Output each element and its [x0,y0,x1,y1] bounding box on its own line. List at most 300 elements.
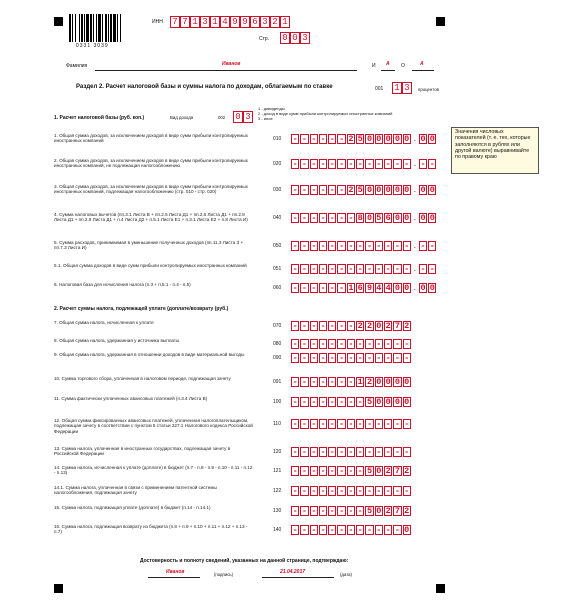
digit-cell[interactable]: - [376,486,382,496]
digit-cell[interactable]: - [357,241,363,251]
digit-cell[interactable]: - [394,339,400,349]
digit-cell[interactable]: - [376,264,382,274]
digit-cell[interactable]: - [329,321,335,331]
digit-cell[interactable]: - [348,264,354,274]
digit-cell[interactable]: - [292,134,298,144]
digit-cell[interactable]: - [311,339,317,349]
digit-cell[interactable]: - [292,185,298,195]
initial-o-value: А [420,61,424,67]
amount-cells [291,134,436,144]
digit-cell[interactable]: - [292,159,298,169]
digit-cell[interactable]: - [385,525,391,535]
digit-cell[interactable]: - [301,353,307,363]
digit-cell[interactable]: - [385,159,391,169]
digit-cell[interactable]: - [301,185,307,195]
digit-cell[interactable]: - [394,159,400,169]
digit-cell[interactable]: - [348,397,354,407]
digit-cell[interactable]: - [301,241,307,251]
digit-cell[interactable]: 0 [366,185,373,195]
digit-cell[interactable]: 0 [394,283,400,293]
digit-cell[interactable]: 3 [402,82,412,94]
digit-cell[interactable]: 0 [366,213,373,223]
digit-cell[interactable]: - [394,525,400,535]
digit-cell[interactable]: - [376,339,382,349]
digit-cell[interactable]: - [311,213,317,223]
digit-cell[interactable]: 0 [404,525,410,535]
digit-cell[interactable]: - [357,159,363,169]
digit-cell[interactable]: - [301,397,307,407]
digit-cell[interactable]: - [329,525,335,535]
page-cells [280,32,310,44]
digit-cell[interactable]: - [320,213,326,223]
digit-cell[interactable]: - [404,419,410,429]
digit-cell[interactable]: - [339,339,345,349]
digit-cell[interactable]: - [301,377,307,387]
digit-cell[interactable]: - [339,466,345,476]
digit-cell[interactable]: - [339,486,345,496]
digit-cell[interactable]: - [366,419,373,429]
digit-cell[interactable]: - [292,506,298,516]
digit-cell[interactable]: - [292,353,298,363]
amount-cells [291,466,411,476]
digit-cell[interactable]: - [357,397,363,407]
digit-cell[interactable]: - [329,466,335,476]
digit-cell[interactable]: 1 [190,16,200,28]
digit-cell[interactable]: 2 [357,321,363,331]
digit-cell[interactable]: - [385,264,391,274]
digit-cell[interactable]: - [320,466,326,476]
digit-cell[interactable]: - [385,353,391,363]
amount-cells [291,213,436,223]
digit-cell[interactable]: - [301,321,307,331]
digit-cell[interactable]: 0 [366,134,373,144]
digit-cell[interactable]: - [320,159,326,169]
digit-cell[interactable]: 3 [260,16,270,28]
digit-cell[interactable]: - [366,486,373,496]
digit-cell[interactable]: 2 [404,321,410,331]
digit-cell[interactable]: - [311,397,317,407]
digit-cell[interactable]: 0 [385,134,391,144]
digit-cell[interactable]: 1 [357,377,363,387]
digit-cell[interactable]: - [366,525,373,535]
amount-cells [291,397,411,407]
digit-cell[interactable]: 0 [404,377,410,387]
digit-cell[interactable]: - [329,241,335,251]
digit-cell[interactable]: - [320,397,326,407]
signature-label: (подпись) [214,572,234,577]
digit-cell[interactable]: - [366,159,373,169]
barcode-bar [120,14,121,42]
digit-cell[interactable]: - [329,486,335,496]
digit-cell[interactable]: 8 [357,213,363,223]
digit-cell[interactable]: - [404,241,410,251]
digit-cell[interactable]: - [320,506,326,516]
digit-cell[interactable]: - [320,134,326,144]
digit-cell[interactable]: - [357,419,363,429]
digit-cell[interactable]: - [320,321,326,331]
row-label: 3. Общая сумма доходов, за исключением доходов в виде сумм прибыли контролируемых иностранных компаний, подлежащая налогообложению (стр. 010 - стр. 020) [54,184,248,195]
digit-cell[interactable]: - [404,264,410,274]
digit-cell[interactable]: 7 [180,16,190,28]
digit-cell[interactable]: - [301,264,307,274]
digit-cell[interactable]: - [301,213,307,223]
digit-cell[interactable]: 0 [420,283,426,293]
digit-cell[interactable]: - [339,159,345,169]
digit-cell[interactable]: - [348,159,354,169]
decimal-separator: . [413,213,416,222]
digit-cell[interactable]: 2 [385,466,391,476]
digit-cell[interactable]: 5 [366,466,373,476]
digit-cell[interactable]: - [357,486,363,496]
digit-cell[interactable]: - [339,264,345,274]
digit-cell[interactable]: - [311,185,317,195]
digit-cell[interactable]: 7 [170,16,180,28]
digit-cell[interactable]: - [329,134,335,144]
digit-cell[interactable]: 2 [404,506,410,516]
digit-cell[interactable]: - [301,419,307,429]
digit-cell[interactable]: - [376,419,382,429]
row-code: 060 [273,285,282,291]
digit-cell[interactable]: 2 [366,321,373,331]
digit-cell[interactable]: 0 [376,397,382,407]
digit-cell[interactable]: - [394,264,400,274]
digit-cell[interactable]: - [320,241,326,251]
digit-cell[interactable]: 0 [233,111,243,123]
digit-cell[interactable]: - [301,159,307,169]
digit-cell[interactable]: - [339,241,345,251]
digit-cell[interactable]: - [320,377,326,387]
digit-cell[interactable]: - [348,486,354,496]
digit-cell[interactable]: - [339,377,345,387]
digit-cell[interactable]: 0 [420,213,426,223]
digit-cell[interactable]: - [292,339,298,349]
row-label: 5. Сумма расходов, принимаемая в уменьшение полученных доходов (пп.11.3 Листа З + пп.7.3 Листа И) [54,240,244,251]
digit-cell[interactable]: - [320,525,326,535]
digit-cell[interactable]: 0 [404,283,410,293]
digit-cell[interactable]: 2 [270,16,280,28]
digit-cell[interactable]: - [329,377,335,387]
barcode-image [69,14,121,42]
digit-cell[interactable]: - [339,447,345,457]
digit-cell[interactable]: 5 [366,397,373,407]
digit-cell[interactable]: - [366,339,373,349]
decimal-separator: . [413,264,416,273]
digit-cell[interactable]: - [394,447,400,457]
digit-cell[interactable]: - [385,419,391,429]
digit-cell[interactable]: 5 [357,134,363,144]
digit-cell[interactable]: 9 [366,283,373,293]
digit-cell[interactable]: 0 [385,397,391,407]
digit-cell[interactable]: - [311,419,317,429]
digit-cell[interactable]: - [404,353,410,363]
digit-cell[interactable]: 0 [376,377,382,387]
digit-cell[interactable]: 4 [220,16,230,28]
digit-cell[interactable]: 7 [394,506,400,516]
digit-cell[interactable]: 0 [376,134,382,144]
digit-cell[interactable]: 0 [429,283,435,293]
digit-cell[interactable]: - [394,241,400,251]
digit-cell[interactable]: 0 [429,134,435,144]
digit-cell[interactable]: - [301,506,307,516]
digit-cell[interactable]: - [339,525,345,535]
digit-cell[interactable]: - [404,339,410,349]
digit-cell[interactable]: - [357,525,363,535]
digit-cell[interactable]: - [329,185,335,195]
initial-i-value: А [386,61,390,67]
digit-cell[interactable]: - [348,353,354,363]
digit-cell[interactable]: 1 [348,283,354,293]
digit-cell[interactable]: - [348,506,354,516]
digit-cell[interactable]: - [357,466,363,476]
digit-cell[interactable]: - [311,506,317,516]
inn-cells [170,16,290,28]
digit-cell[interactable]: - [357,339,363,349]
digit-cell[interactable]: - [366,241,373,251]
digit-cell[interactable]: - [348,525,354,535]
digit-cell[interactable]: 7 [394,466,400,476]
digit-cell[interactable]: - [301,466,307,476]
digit-cell[interactable]: 0 [280,32,290,44]
digit-cell[interactable]: 6 [250,16,260,28]
digit-cell[interactable]: - [339,506,345,516]
digit-cell[interactable]: - [301,134,307,144]
digit-cell[interactable]: - [292,486,298,496]
digit-cell[interactable]: - [420,264,426,274]
digit-cell[interactable]: - [348,339,354,349]
digit-cell[interactable]: 1 [210,16,220,28]
digit-cell[interactable]: - [329,397,335,407]
digit-cell[interactable]: 0 [394,185,400,195]
digit-cell[interactable]: - [339,353,345,363]
digit-cell[interactable]: - [320,419,326,429]
digit-cell[interactable]: - [320,486,326,496]
digit-cell[interactable]: - [394,353,400,363]
digit-cell[interactable]: 0 [394,134,400,144]
digit-cell[interactable]: - [320,353,326,363]
row-code: 080 [273,341,282,347]
digit-cell[interactable]: 2 [366,377,373,387]
digit-cell[interactable]: - [429,159,435,169]
digit-cell[interactable]: 0 [385,185,391,195]
row-label: 11. Сумма фактически уплаченных авансовых платежей (п.3.4 Листа В) [54,396,208,401]
digit-cell[interactable]: - [329,283,335,293]
digit-cell[interactable]: - [320,283,326,293]
digit-cell[interactable]: - [292,525,298,535]
digit-cell[interactable]: - [311,447,317,457]
row-code: 120 [273,449,282,455]
digit-cell[interactable]: - [348,241,354,251]
digit-cell[interactable]: - [301,486,307,496]
digit-cell[interactable]: - [376,159,382,169]
digit-cell[interactable]: - [292,213,298,223]
amount-cells [291,486,411,496]
digit-cell[interactable]: 4 [376,283,382,293]
income-type-option: 2 - доход в виде сумм прибыли контролируемых иностранных компаний [258,111,393,116]
digit-cell[interactable]: 0 [385,377,391,387]
digit-cell[interactable]: - [339,283,345,293]
row-code: 110 [273,421,281,427]
surname-value: Иванов [222,61,241,67]
digit-cell[interactable]: 0 [394,213,400,223]
digit-cell[interactable]: - [320,447,326,457]
digit-cell[interactable]: - [292,377,298,387]
digit-cell[interactable]: 0 [376,466,382,476]
digit-cell[interactable]: 6 [357,283,363,293]
digit-cell[interactable]: - [320,264,326,274]
digit-cell[interactable]: - [292,447,298,457]
digit-cell[interactable]: - [348,321,354,331]
digit-cell[interactable]: - [292,264,298,274]
digit-cell[interactable]: - [329,213,335,223]
digit-cell[interactable]: - [376,241,382,251]
digit-cell[interactable]: - [357,506,363,516]
digit-cell[interactable]: 0 [429,185,435,195]
digit-cell[interactable]: - [348,447,354,457]
digit-cell[interactable]: 2 [404,466,410,476]
digit-cell[interactable]: - [348,466,354,476]
digit-cell[interactable]: 3 [243,111,253,123]
digit-cell[interactable]: 3 [300,32,310,44]
digit-cell[interactable]: - [311,134,317,144]
digit-cell[interactable]: - [420,241,426,251]
digit-cell[interactable]: - [301,283,307,293]
digit-cell[interactable]: - [394,486,400,496]
digit-cell[interactable]: 0 [376,321,382,331]
digit-cell[interactable]: - [385,486,391,496]
digit-cell[interactable]: - [357,264,363,274]
digit-cell[interactable]: - [429,264,435,274]
digit-cell[interactable]: - [420,159,426,169]
digit-cell[interactable]: - [339,134,345,144]
rate-unit: процентов [418,87,439,92]
digit-cell[interactable]: 0 [429,213,435,223]
digit-cell[interactable]: 0 [420,185,426,195]
digit-cell[interactable]: 1 [280,16,290,28]
digit-cell[interactable]: - [329,264,335,274]
digit-cell[interactable]: 0 [404,134,410,144]
digit-cell[interactable]: 9 [230,16,240,28]
digit-cell[interactable]: - [348,213,354,223]
digit-cell[interactable]: 0 [290,32,300,44]
amount-cells [291,283,436,293]
digit-cell[interactable]: 2 [385,506,391,516]
digit-cell[interactable]: 4 [385,283,391,293]
digit-cell[interactable]: - [339,213,345,223]
row-label: 14. Сумма налога, исчисленная к уплате (доплате) в бюджет (п.7 - п.8 - п.9 - п.10 - п.11 - п.12 - п.13) [54,465,253,476]
digit-cell[interactable]: - [311,264,317,274]
digit-cell[interactable]: - [339,321,345,331]
digit-cell[interactable]: - [311,353,317,363]
digit-cell[interactable]: - [292,283,298,293]
amount-cells [291,377,411,387]
digit-cell[interactable]: - [376,353,382,363]
digit-cell[interactable]: 5 [366,506,373,516]
digit-cell[interactable]: 1 [392,82,402,94]
digit-cell[interactable]: - [385,447,391,457]
digit-cell[interactable]: - [348,377,354,387]
digit-cell[interactable]: - [311,466,317,476]
digit-cell[interactable]: - [329,447,335,457]
row-label: 2. Общая сумма доходов, за исключением доходов в виде сумм прибыли контролируемых иностранных компаний, не подлежащая налогообложению [54,158,248,169]
digit-cell[interactable]: 0 [404,185,410,195]
digit-cell[interactable]: 6 [385,213,391,223]
digit-cell[interactable]: - [376,525,382,535]
digit-cell[interactable]: - [357,447,363,457]
digit-cell[interactable]: - [301,447,307,457]
digit-cell[interactable]: - [329,159,335,169]
digit-cell[interactable]: 0 [376,506,382,516]
digit-cell[interactable]: - [311,241,317,251]
digit-cell[interactable]: - [292,321,298,331]
digit-cell[interactable]: - [394,419,400,429]
digit-cell[interactable]: - [320,185,326,195]
digit-cell[interactable]: 2 [348,134,354,144]
digit-cell[interactable]: - [348,419,354,429]
digit-cell[interactable]: - [385,339,391,349]
digit-cell[interactable]: - [311,486,317,496]
row-label: 6. Налоговая база для исчисления налога (п.3 + п.5.1 - п.4 - п.5) [54,282,191,287]
digit-cell[interactable]: - [366,264,373,274]
digit-cell[interactable]: - [311,159,317,169]
digit-cell[interactable]: - [366,353,373,363]
digit-cell[interactable]: - [301,339,307,349]
income-type-options [258,106,428,121]
digit-cell[interactable]: - [339,397,345,407]
digit-cell[interactable]: - [311,377,317,387]
digit-cell[interactable]: - [292,466,298,476]
digit-cell[interactable]: 5 [376,213,382,223]
digit-cell[interactable]: - [329,419,335,429]
digit-cell[interactable]: - [404,486,410,496]
digit-cell[interactable]: - [339,185,345,195]
digit-cell[interactable]: 0 [420,134,426,144]
digit-cell[interactable]: - [311,321,317,331]
digit-cell[interactable]: 7 [394,321,400,331]
digit-cell[interactable]: 5 [357,185,363,195]
digit-cell[interactable]: - [292,419,298,429]
digit-cell[interactable]: - [329,339,335,349]
digit-cell[interactable]: - [357,353,363,363]
digit-cell[interactable]: 2 [348,185,354,195]
digit-cell[interactable]: - [329,353,335,363]
digit-cell[interactable]: 3 [200,16,210,28]
digit-cell[interactable]: - [329,506,335,516]
digit-cell[interactable]: 0 [376,185,382,195]
digit-cell[interactable]: 0 [394,377,400,387]
digit-cell[interactable]: - [311,525,317,535]
digit-cell[interactable]: 0 [404,397,410,407]
digit-cell[interactable]: 9 [240,16,250,28]
digit-cell[interactable]: - [292,397,298,407]
digit-cell[interactable]: - [376,447,382,457]
initial-i-underline [381,70,395,71]
digit-cell[interactable]: 2 [385,321,391,331]
digit-cell[interactable]: - [292,241,298,251]
digit-cell[interactable]: - [429,241,435,251]
digit-cell[interactable]: - [311,283,317,293]
digit-cell[interactable]: 0 [404,213,410,223]
digit-cell[interactable]: - [320,339,326,349]
digit-cell[interactable]: 0 [394,397,400,407]
digit-cell[interactable]: - [404,159,410,169]
surname-label: Фамилия [66,63,88,69]
rate-cells [392,82,412,94]
digit-cell[interactable]: - [385,241,391,251]
digit-cell[interactable]: - [366,447,373,457]
digit-cell[interactable]: - [404,447,410,457]
digit-cell[interactable]: - [339,419,345,429]
digit-cell[interactable]: - [301,525,307,535]
